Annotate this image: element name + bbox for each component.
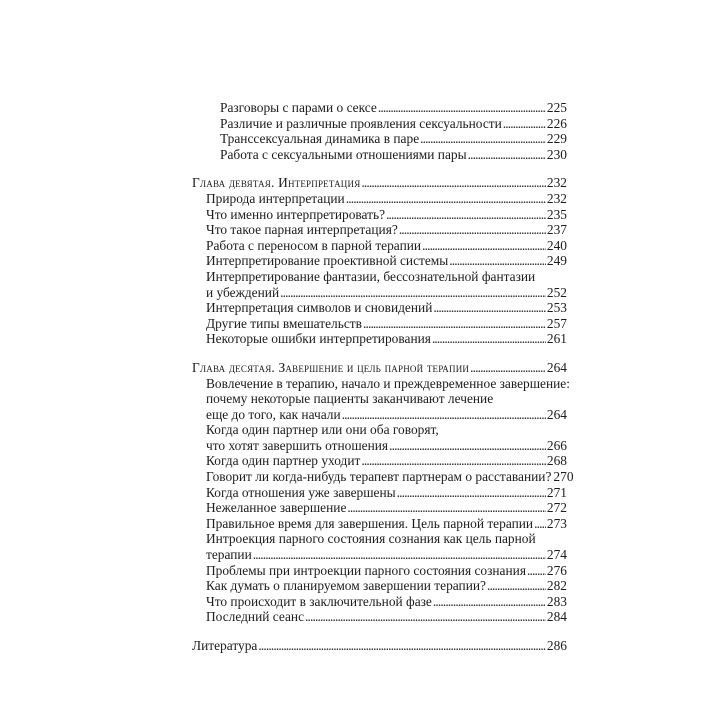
toc-entry (192, 453, 567, 469)
toc-entry-page: 264 (546, 406, 567, 422)
toc-entry (192, 100, 567, 116)
toc-entry-title: Когда отношения уже завершены (206, 484, 396, 500)
dot-leader (378, 100, 546, 116)
toc-entry-title: Различие и различные проявления сексуальности (220, 115, 502, 131)
dot-leader (346, 191, 546, 207)
toc-entry (192, 300, 567, 316)
dot-leader (470, 360, 546, 376)
dot-leader (386, 207, 546, 223)
dot-leader (422, 238, 546, 254)
dot-leader (280, 285, 546, 301)
toc-entry-title: Как думать о планируемом завершении терапии? (206, 578, 486, 594)
toc-entry-title: Работа с сексуальными отношениями пары (220, 146, 467, 162)
dot-leader (361, 175, 546, 191)
toc-entry-page: 240 (546, 237, 567, 253)
toc-entry (192, 253, 567, 269)
toc-entry-title: Когда один партнер уходит (206, 453, 361, 469)
toc-entry-title: Что происходит в заключительной фазе (206, 593, 432, 609)
toc-entry-page: 283 (546, 593, 567, 609)
toc-entry-title: Говорит ли когда-нибудь терапевт партнерам о расставании? (206, 469, 552, 485)
toc-entry-lead: Когда один партнер или они оба говорят, (206, 422, 439, 438)
toc-entry-title: Работа с переносом в парной терапии (206, 237, 422, 253)
toc-entry-lead: Вовлечение в терапию, начало и преждевременное завершение: (206, 375, 570, 391)
toc-entry (192, 407, 567, 423)
toc-entry (192, 516, 567, 532)
toc-entry-page: 276 (546, 562, 567, 578)
toc-entry (192, 191, 567, 207)
toc-entry (192, 469, 574, 485)
toc-entry-title: Что такое парная интерпретация? (206, 222, 398, 238)
chapter-heading (192, 360, 567, 376)
toc-entry (192, 547, 567, 563)
toc-entry (192, 207, 567, 223)
toc-entry-page: 253 (546, 300, 567, 316)
toc-entry-title: Что именно интерпретировать? (206, 206, 386, 222)
toc-entry-page: 284 (546, 609, 567, 625)
toc-entry (192, 578, 567, 594)
chapter-heading (192, 175, 567, 191)
bibliography-page: 286 (546, 638, 567, 653)
chapter-page: 264 (546, 359, 567, 375)
toc-entry-title: Последний сеанс (206, 609, 305, 625)
dot-leader (433, 594, 546, 610)
toc-entry-page: 249 (546, 253, 567, 269)
toc-entry (192, 147, 567, 163)
toc-entry-page: 225 (546, 100, 567, 115)
dot-leader (433, 300, 546, 316)
toc-entry (192, 285, 567, 301)
dot-leader (361, 453, 546, 469)
dot-leader (397, 485, 546, 501)
toc-entry-page: 232 (546, 190, 567, 206)
toc-entry (192, 238, 567, 254)
toc-entry-page: 235 (546, 206, 567, 222)
dot-leader (432, 331, 546, 347)
dot-leader (342, 407, 546, 423)
toc-entry (192, 331, 567, 347)
toc-entry-page: 237 (546, 222, 567, 238)
toc-entry (192, 500, 567, 516)
dot-leader (347, 500, 546, 516)
dot-leader (258, 638, 546, 654)
bibliography-entry (192, 638, 567, 654)
dot-leader (449, 253, 546, 269)
toc-entry-title: Природа интерпретации (206, 190, 345, 206)
dot-leader (420, 131, 546, 147)
toc-entry-title: Интерпретация символов и сновидений (206, 300, 433, 316)
toc-entry-title: Другие типы вмешательств (206, 315, 362, 331)
toc-entry (192, 131, 567, 147)
toc-entry (192, 609, 567, 625)
toc-entry-lead: Интроекция парного состояния сознания как цель парной (206, 531, 536, 547)
toc-entry-page: 252 (546, 284, 567, 300)
dot-leader (468, 147, 546, 163)
bibliography-title: Литература (192, 638, 258, 653)
dot-leader (253, 547, 546, 563)
toc-entry-page: 282 (546, 578, 567, 594)
chapter-title: Глава девятая. Интерпретация (192, 175, 361, 191)
toc-entry-title: Транссексуальная динамика в паре (220, 131, 420, 147)
toc-entry (192, 116, 567, 132)
toc-entry-title: Некоторые ошибки интерпретирования (206, 331, 431, 347)
dot-leader (527, 563, 546, 579)
dot-leader (305, 609, 546, 625)
toc-entry-title: Нежеланное завершение (206, 500, 347, 516)
toc-entry-title: Разговоры с парами о сексе (220, 100, 377, 115)
toc-entry-title: Проблемы при интроекции парного состояния сознания (206, 562, 526, 578)
toc-entry-title: и убеждений (206, 284, 280, 300)
toc-entry-page: 270 (553, 469, 574, 485)
toc-entry-page: 257 (546, 315, 567, 331)
toc-entry (192, 222, 567, 238)
toc-entry-title: что хотят завершить отношения (206, 437, 389, 453)
chapter-title: Глава десятая. Завершение и цель парной терапии (192, 359, 470, 375)
toc-entry (192, 438, 567, 454)
toc-entry-page: 266 (546, 437, 567, 453)
toc-entry-page: 273 (546, 515, 567, 531)
toc-entry (192, 316, 567, 332)
toc-entry-title: Интерпретирование проективной системы (206, 253, 449, 269)
toc-entry-page: 274 (546, 547, 567, 563)
toc-entry-page: 272 (546, 500, 567, 516)
dot-leader (503, 116, 546, 132)
chapter-page: 232 (546, 175, 567, 191)
dot-leader (363, 316, 546, 332)
toc-entry-page: 261 (546, 331, 567, 347)
dot-leader (487, 578, 546, 594)
toc-entry-page: 271 (546, 484, 567, 500)
table-of-contents (192, 100, 574, 654)
dot-leader (399, 222, 546, 238)
toc-entry-page: 229 (546, 131, 567, 147)
toc-entry (192, 594, 567, 610)
toc-entry (192, 563, 567, 579)
toc-entry-lead: почему некоторые пациенты заканчивают лечение (206, 391, 494, 407)
toc-entry-lead: Интерпретирование фантазии, бессознательной фантазии (206, 268, 536, 284)
toc-entry-page: 230 (546, 146, 567, 162)
toc-entry-title: терапии (206, 547, 252, 563)
dot-leader (389, 438, 546, 454)
dot-leader (534, 516, 546, 532)
toc-entry (192, 485, 567, 501)
toc-entry-page: 268 (546, 453, 567, 469)
toc-entry-page: 226 (546, 115, 567, 131)
toc-entry-title: еще до того, как начали (206, 406, 341, 422)
toc-entry-title: Правильное время для завершения. Цель парной терапии (206, 515, 534, 531)
